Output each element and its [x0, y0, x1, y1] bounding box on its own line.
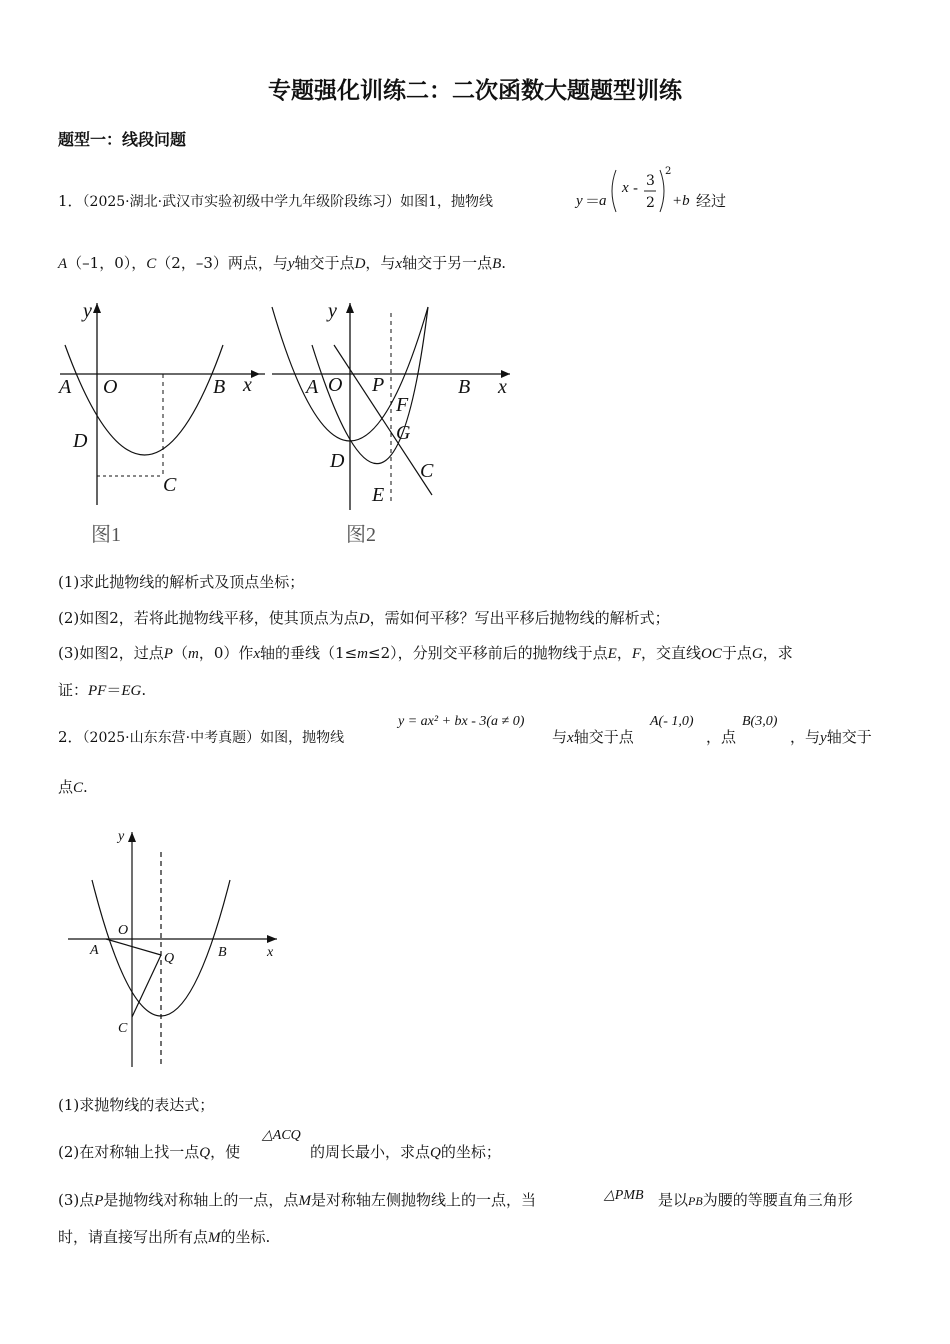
q2-formula: y = ax² + bx - 3(a ≠ 0): [398, 714, 525, 729]
fig2-caption: 图2: [346, 524, 376, 546]
q2-source: （2025·山东东营·中考真题）如图，抛物线: [82, 730, 345, 746]
q2-point-B: B(3,0): [742, 714, 778, 729]
q2-number: 2．: [58, 728, 83, 746]
fig2-point-C: C: [420, 460, 434, 482]
fig1-point-D: D: [73, 430, 88, 452]
page-title: 专题强化训练二：二次函数大题题型训练: [268, 78, 682, 104]
fig1-point-O: O: [103, 376, 118, 398]
fig1-caption: 图1: [91, 524, 121, 546]
q1-after-formula: 经过: [696, 192, 727, 210]
q2-sub3-line2: 时，请直接写出所有点M的坐标.: [58, 1228, 271, 1246]
q2-fig-x-label: x: [267, 945, 274, 960]
fig1-point-B: B: [213, 376, 226, 398]
fig1-point-A: A: [59, 376, 72, 398]
q2-figure: [62, 822, 282, 1072]
q2-text-c: ，与y轴交于: [790, 728, 872, 746]
q2-fig-point-C: C: [118, 1021, 128, 1036]
q2-line2: 点C.: [58, 778, 88, 796]
q2-text-a: 与x轴交于点: [552, 728, 634, 746]
fig1-y-label: y: [83, 300, 92, 322]
q2-sub2: (2)在对称轴上找一点Q，使: [58, 1143, 241, 1161]
q2-fig-point-Q: Q: [164, 951, 175, 966]
section-heading: 题型一：线段问题: [58, 130, 187, 149]
fig2-y-label: y: [328, 300, 337, 322]
q1-sub3-line2: 证：PF＝EG.: [58, 681, 147, 699]
q2-sub2-triangle: △ACQ: [262, 1128, 301, 1143]
q2-sub2-rest: 的周长最小，求点Q的坐标；: [310, 1143, 501, 1161]
q2-sub3-rest: 是以PB为腰的等腰直角三角形: [658, 1191, 853, 1209]
q2-fig-y-label: y: [118, 829, 125, 844]
q1-intro: [58, 191, 493, 212]
q1-sub2: (2)如图2，若将此抛物线平移，使其顶点为点D，需如何平移？写出平移后抛物线的解析式；: [58, 609, 670, 627]
fig2-point-E: E: [372, 484, 385, 506]
fig2-point-D: D: [330, 450, 345, 472]
q2-intro: [58, 727, 344, 748]
q1-line2: A（–1，0），C（2，–3）两点，与y轴交于点D，与x轴交于另一点B.: [58, 254, 507, 272]
fig2-point-A: A: [306, 376, 319, 398]
fig2-point-G: G: [396, 422, 411, 444]
q2-sub1: (1)求抛物线的表达式；: [58, 1096, 215, 1114]
fig1-x-label: x: [243, 374, 252, 396]
fig2-point-P: P: [372, 374, 385, 396]
q2-fig-point-O: O: [118, 923, 129, 938]
q2-fig-point-A: A: [90, 943, 99, 958]
q1-source: （2025·湖北·武汉市实验初级中学九年级阶段练习）如图1，抛物线: [82, 194, 493, 210]
q2-fig-point-B: B: [218, 945, 227, 960]
fig2-x-label: x: [498, 376, 507, 398]
fig2-point-F: F: [396, 394, 409, 416]
fig2-point-B: B: [458, 376, 471, 398]
q1-formula: y ＝ a x - 3 2 2 +b: [576, 166, 696, 216]
q1-sub1: (1)求此抛物线的解析式及顶点坐标；: [58, 573, 305, 591]
q1-figure-2: [262, 295, 522, 555]
q2-sub3-triangle: △PMB: [604, 1188, 644, 1203]
q1-figure-1: [55, 295, 265, 555]
q1-sub3: (3)如图2，过点P（m，0）作x轴的垂线（1≤m≤2），分别交平移前后的抛物线于点E，F，交直线OC于点G，求: [58, 644, 793, 662]
q1-number: 1．: [58, 192, 83, 210]
q2-sub3: (3)点P是抛物线对称轴上的一点，点M是对称轴左侧抛物线上的一点，当: [58, 1191, 536, 1209]
q2-point-A: A(- 1,0): [650, 714, 694, 729]
fig1-point-C: C: [163, 474, 177, 496]
fig2-point-O: O: [328, 374, 343, 396]
q2-text-b: ，点: [706, 728, 737, 746]
